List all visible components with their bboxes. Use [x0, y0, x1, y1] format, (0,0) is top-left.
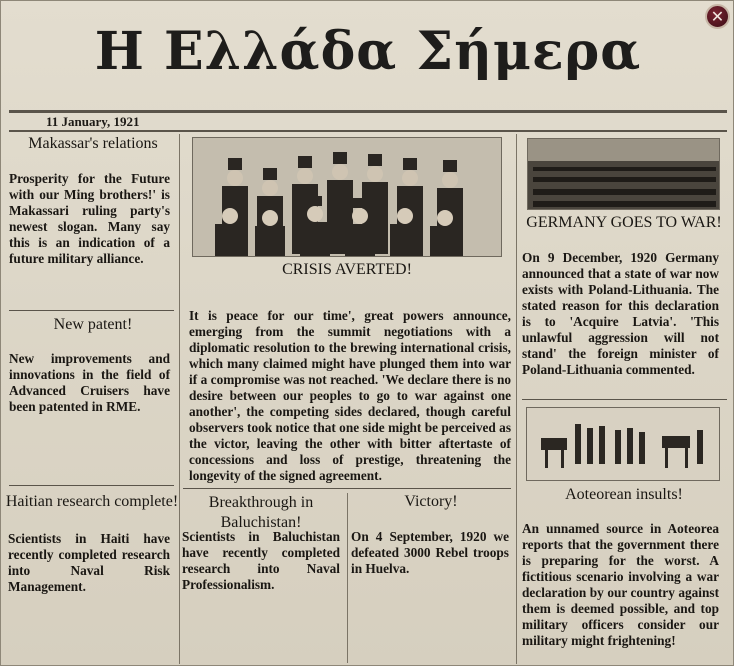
main-article-body: It is peace for our time', great powers announce, emerging from the summit negotiations with a diplomatic resolution to the brewing international crisis, which many claimed might have plunged them into war if a compromise was not reached. 'We declare there is no desire between our peoples to go to war against one another', the competing sides declared, though careful observers took notice that one side might be perceived as the victor, leaving the other with bitter aftertaste of concessions and loss of prestige, threatening the longevity of the signed agreement. [189, 308, 511, 483]
masthead-rule-bottom [9, 130, 727, 132]
cavalry-illustration [527, 408, 720, 481]
article-body: On 9 December, 1920 Germany announced that a state of war now exists with Poland-Lithuania. The stated reason for this declaration is to 'Acquire Latvia'. 'This unlawful aggression will not stand' the foreign minister of Poland-Lithuania commented. [522, 250, 719, 377]
main-headline: CRISIS AVERTED! [282, 261, 412, 278]
close-icon: ✕ [710, 7, 725, 26]
column-divider [179, 134, 180, 664]
article-body: Prosperity for the Future with our Ming brothers!' is Makassari ruling party's newest slogan. Many say this is an indication of a future military alliance. [9, 171, 170, 266]
article-body: New improvements and innovations in the field of Advanced Cruisers have been patented in RME. [9, 351, 170, 414]
column-divider [516, 134, 517, 664]
marching-troops-image [528, 139, 720, 210]
article-headline: Breakthrough in Baluchistan! [208, 494, 314, 531]
masthead-title: Η Ελλάδα Σήμερα [94, 21, 642, 82]
article-body: Scientists in Baluchistan have recently completed research into Naval Professionalism. [182, 529, 340, 592]
article-body: Scientists in Haiti have recently completed research into Naval Risk Management. [8, 531, 170, 594]
troops-photo [527, 138, 720, 210]
close-button[interactable] [705, 4, 730, 29]
issue-date: 11 January, 1921 [46, 114, 140, 129]
masthead-rule-top [9, 110, 727, 113]
section-rule [183, 488, 511, 489]
article-body: On 4 September, 1920 we defeated 3000 Rebel troops in Huelva. [351, 529, 509, 576]
statesmen-group-image [193, 138, 502, 257]
article-headline: Aoteorean insults! [565, 486, 683, 503]
article-body: An unnamed source in Aoteorea reports that the government there is preparing for the worst. A fictitious scenario involving a war declaration by our country against them is deemed possible, and top military officers consider our military might frightening! [522, 521, 719, 648]
article-headline: GERMANY GOES TO WAR! [526, 214, 722, 231]
cavalry-photo [526, 407, 720, 481]
summit-photo [192, 137, 502, 257]
article-headline: Haitian research complete! [5, 493, 179, 510]
column-divider [347, 493, 348, 663]
section-rule [9, 310, 174, 311]
section-rule [522, 399, 727, 400]
article-headline: Makassar's relations [28, 135, 158, 152]
article-headline: New patent! [53, 316, 133, 333]
section-rule [9, 485, 174, 486]
article-headline: Victory! [404, 493, 458, 510]
